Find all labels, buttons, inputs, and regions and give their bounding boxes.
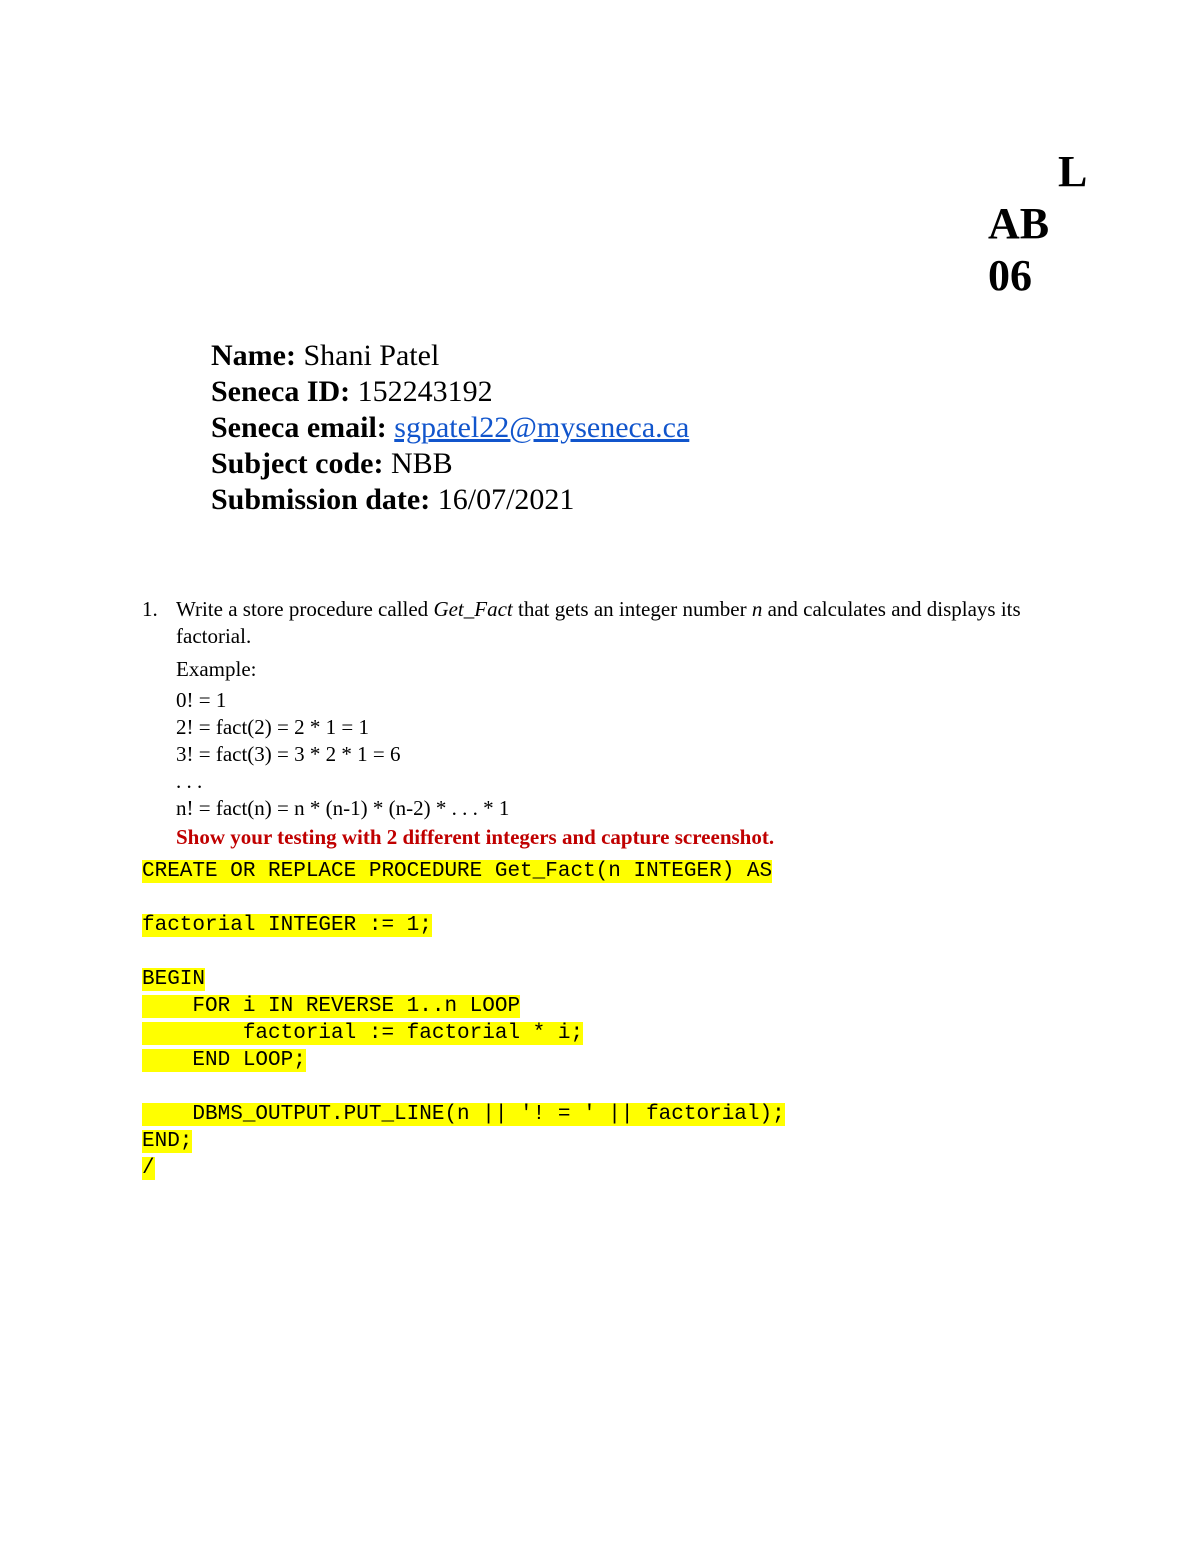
code-line-text: factorial INTEGER := 1; [142,914,432,937]
seneca-email-label: Seneca email: [211,411,387,444]
submission-date-value: 16/07/2021 [430,483,575,516]
code-line-text: BEGIN [142,968,206,991]
example-list [176,687,1042,822]
subject-code-value: NBB [383,447,453,480]
code-line-text: END LOOP; [142,1049,306,1072]
name-value: Shani Patel [295,339,440,372]
code-line [142,993,785,1020]
subject-code-row [211,446,689,482]
code-line [142,858,785,885]
lab-title-line-1: L [1058,147,1088,196]
example-line: 3! = fact(3) = 3 * 2 * 1 = 6 [176,742,401,766]
example-line: n! = fact(n) = n * (n-1) * (n-2) * . . . * 1 [176,796,510,820]
example-line: 2! = fact(2) = 2 * 1 = 1 [176,715,369,739]
question-text-part: Write a store procedure called [176,597,434,621]
procedure-name: Get_Fact [433,597,513,621]
code-line [142,1128,785,1155]
code-line [142,939,785,966]
seneca-email-link[interactable]: sgpatel22@myseneca.ca [394,411,690,444]
question-text [176,596,1042,650]
example-line: . . . [176,769,203,793]
example-label: Example: [176,657,257,681]
lab-title-line-3: 06 [988,251,1032,300]
name-row [211,338,689,374]
code-line-text: END; [142,1130,193,1153]
code-line [142,1101,785,1128]
code-line [142,966,785,993]
seneca-email-row [211,410,689,446]
lab-title [985,146,1125,302]
seneca-id-row [211,374,689,410]
code-line [142,1155,785,1182]
question-1 [142,596,1042,851]
code-line-text: factorial := factorial * i; [142,1022,584,1045]
code-line [142,1074,785,1101]
question-number: 1. [142,597,158,621]
subject-code-label: Subject code: [211,447,384,480]
submission-date-label: Submission date: [211,483,431,516]
name-label: Name: [211,339,296,372]
code-line-text: FOR i IN REVERSE 1..n LOOP [142,995,521,1018]
submission-date-row [211,482,689,518]
code-block [142,858,785,1182]
seneca-id-value: 152243192 [350,375,493,408]
seneca-id-label: Seneca ID: [211,375,351,408]
code-line [142,885,785,912]
variable-name: n [751,597,763,621]
student-info [211,338,689,518]
lab-title-line-2: AB [988,199,1050,248]
question-text-part: that gets an integer number [512,597,752,621]
question-text-part: and calculates and displays its factorial. [176,597,1021,648]
testing-instruction: Show your testing with 2 different integers and capture screenshot. [176,825,775,849]
code-line [142,1020,785,1047]
code-line-text: / [142,1157,155,1180]
code-line-text: DBMS_OUTPUT.PUT_LINE(n || '! = ' || factorial); [142,1103,785,1126]
code-line [142,912,785,939]
code-line-text: CREATE OR REPLACE PROCEDURE Get_Fact(n INTEGER) AS [142,860,773,883]
example-line: 0! = 1 [176,688,227,712]
code-line [142,1047,785,1074]
question-body [176,596,1042,851]
